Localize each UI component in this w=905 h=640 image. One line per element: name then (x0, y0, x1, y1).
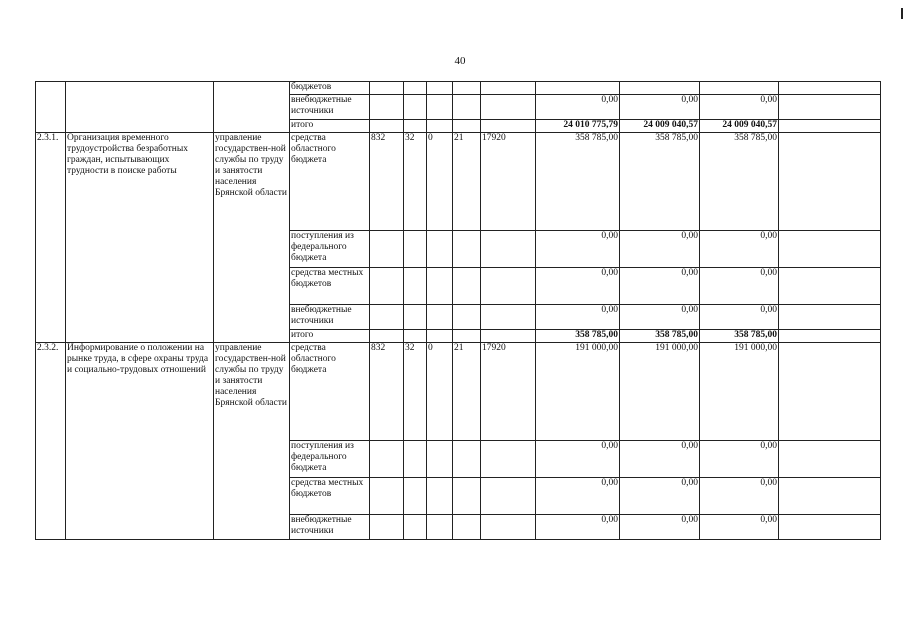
item-executor: управление государствен-ной службы по труду и занятости населения Брянской области (214, 133, 290, 343)
total-cell: 358 785,00 (536, 330, 620, 343)
source-cell: средства областного бюджета (290, 133, 370, 231)
code-cell: 832 (370, 343, 404, 441)
item-name: Информирование о положении на рынке труда, в сфере охраны труда и социально-трудовых отношений (66, 343, 214, 540)
value-cell: 0,00 (700, 95, 779, 120)
page-number: 40 (454, 55, 466, 67)
code-cell: 0 (427, 133, 453, 231)
value-cell: 0,00 (620, 268, 700, 305)
value-cell: 0,00 (700, 441, 779, 478)
total-cell: 358 785,00 (620, 330, 700, 343)
source-cell: средства местных бюджетов (290, 268, 370, 305)
item-executor: управление государствен-ной службы по труду и занятости населения Брянской области (214, 343, 290, 540)
value-cell: 358 785,00 (620, 133, 700, 231)
total-cell: 24 009 040,57 (700, 120, 779, 133)
value-cell: 0,00 (536, 231, 620, 268)
value-cell: 0,00 (620, 95, 700, 120)
total-cell: 24 010 775,79 (536, 120, 620, 133)
code-cell: 21 (453, 343, 481, 441)
source-cell: поступления из федерального бюджета (290, 441, 370, 478)
item-name: Организация временного трудоустройства безработных граждан, испытывающих трудности в поиске работы (66, 133, 214, 343)
table-row (36, 120, 881, 133)
source-cell: бюджетов (290, 82, 370, 95)
value-cell: 0,00 (700, 515, 779, 540)
value-cell: 0,00 (620, 515, 700, 540)
table-row (36, 133, 881, 231)
code-cell: 832 (370, 133, 404, 231)
value-cell: 0,00 (700, 231, 779, 268)
source-cell: итого (290, 120, 370, 133)
table-row (36, 343, 881, 441)
value-cell: 0,00 (700, 305, 779, 330)
source-cell: внебюджетные источники (290, 305, 370, 330)
value-cell: 0,00 (536, 478, 620, 515)
value-cell: 0,00 (536, 441, 620, 478)
value-cell: 0,00 (620, 478, 700, 515)
value-cell: 0,00 (620, 305, 700, 330)
value-cell: 358 785,00 (536, 133, 620, 231)
total-cell: 358 785,00 (700, 330, 779, 343)
value-cell: 0,00 (536, 268, 620, 305)
table-row (36, 82, 881, 95)
value-cell: 0,00 (620, 231, 700, 268)
value-cell: 0,00 (536, 95, 620, 120)
value-cell: 0,00 (700, 478, 779, 515)
code-cell: 21 (453, 133, 481, 231)
source-cell: итого (290, 330, 370, 343)
value-cell: 191 000,00 (700, 343, 779, 441)
source-cell: внебюджетные источники (290, 95, 370, 120)
source-cell: поступления из федерального бюджета (290, 231, 370, 268)
value-cell: 191 000,00 (620, 343, 700, 441)
source-cell: внебюджетные источники (290, 515, 370, 540)
source-cell: средства местных бюджетов (290, 478, 370, 515)
value-cell: 191 000,00 (536, 343, 620, 441)
value-cell: 0,00 (620, 441, 700, 478)
code-cell: 0 (427, 343, 453, 441)
value-cell: 358 785,00 (700, 133, 779, 231)
source-cell: средства областного бюджета (290, 343, 370, 441)
item-number: 2.3.2. (36, 343, 66, 540)
total-cell: 24 009 040,57 (620, 120, 700, 133)
code-cell: 17920 (481, 343, 536, 441)
code-cell: 32 (404, 133, 427, 231)
code-cell: 32 (404, 343, 427, 441)
table-row (36, 95, 881, 120)
item-number: 2.3.1. (36, 133, 66, 343)
code-cell: 17920 (481, 133, 536, 231)
value-cell: 0,00 (536, 305, 620, 330)
value-cell: 0,00 (536, 515, 620, 540)
edge-mark (901, 8, 903, 19)
budget-table (35, 81, 881, 540)
value-cell: 0,00 (700, 268, 779, 305)
